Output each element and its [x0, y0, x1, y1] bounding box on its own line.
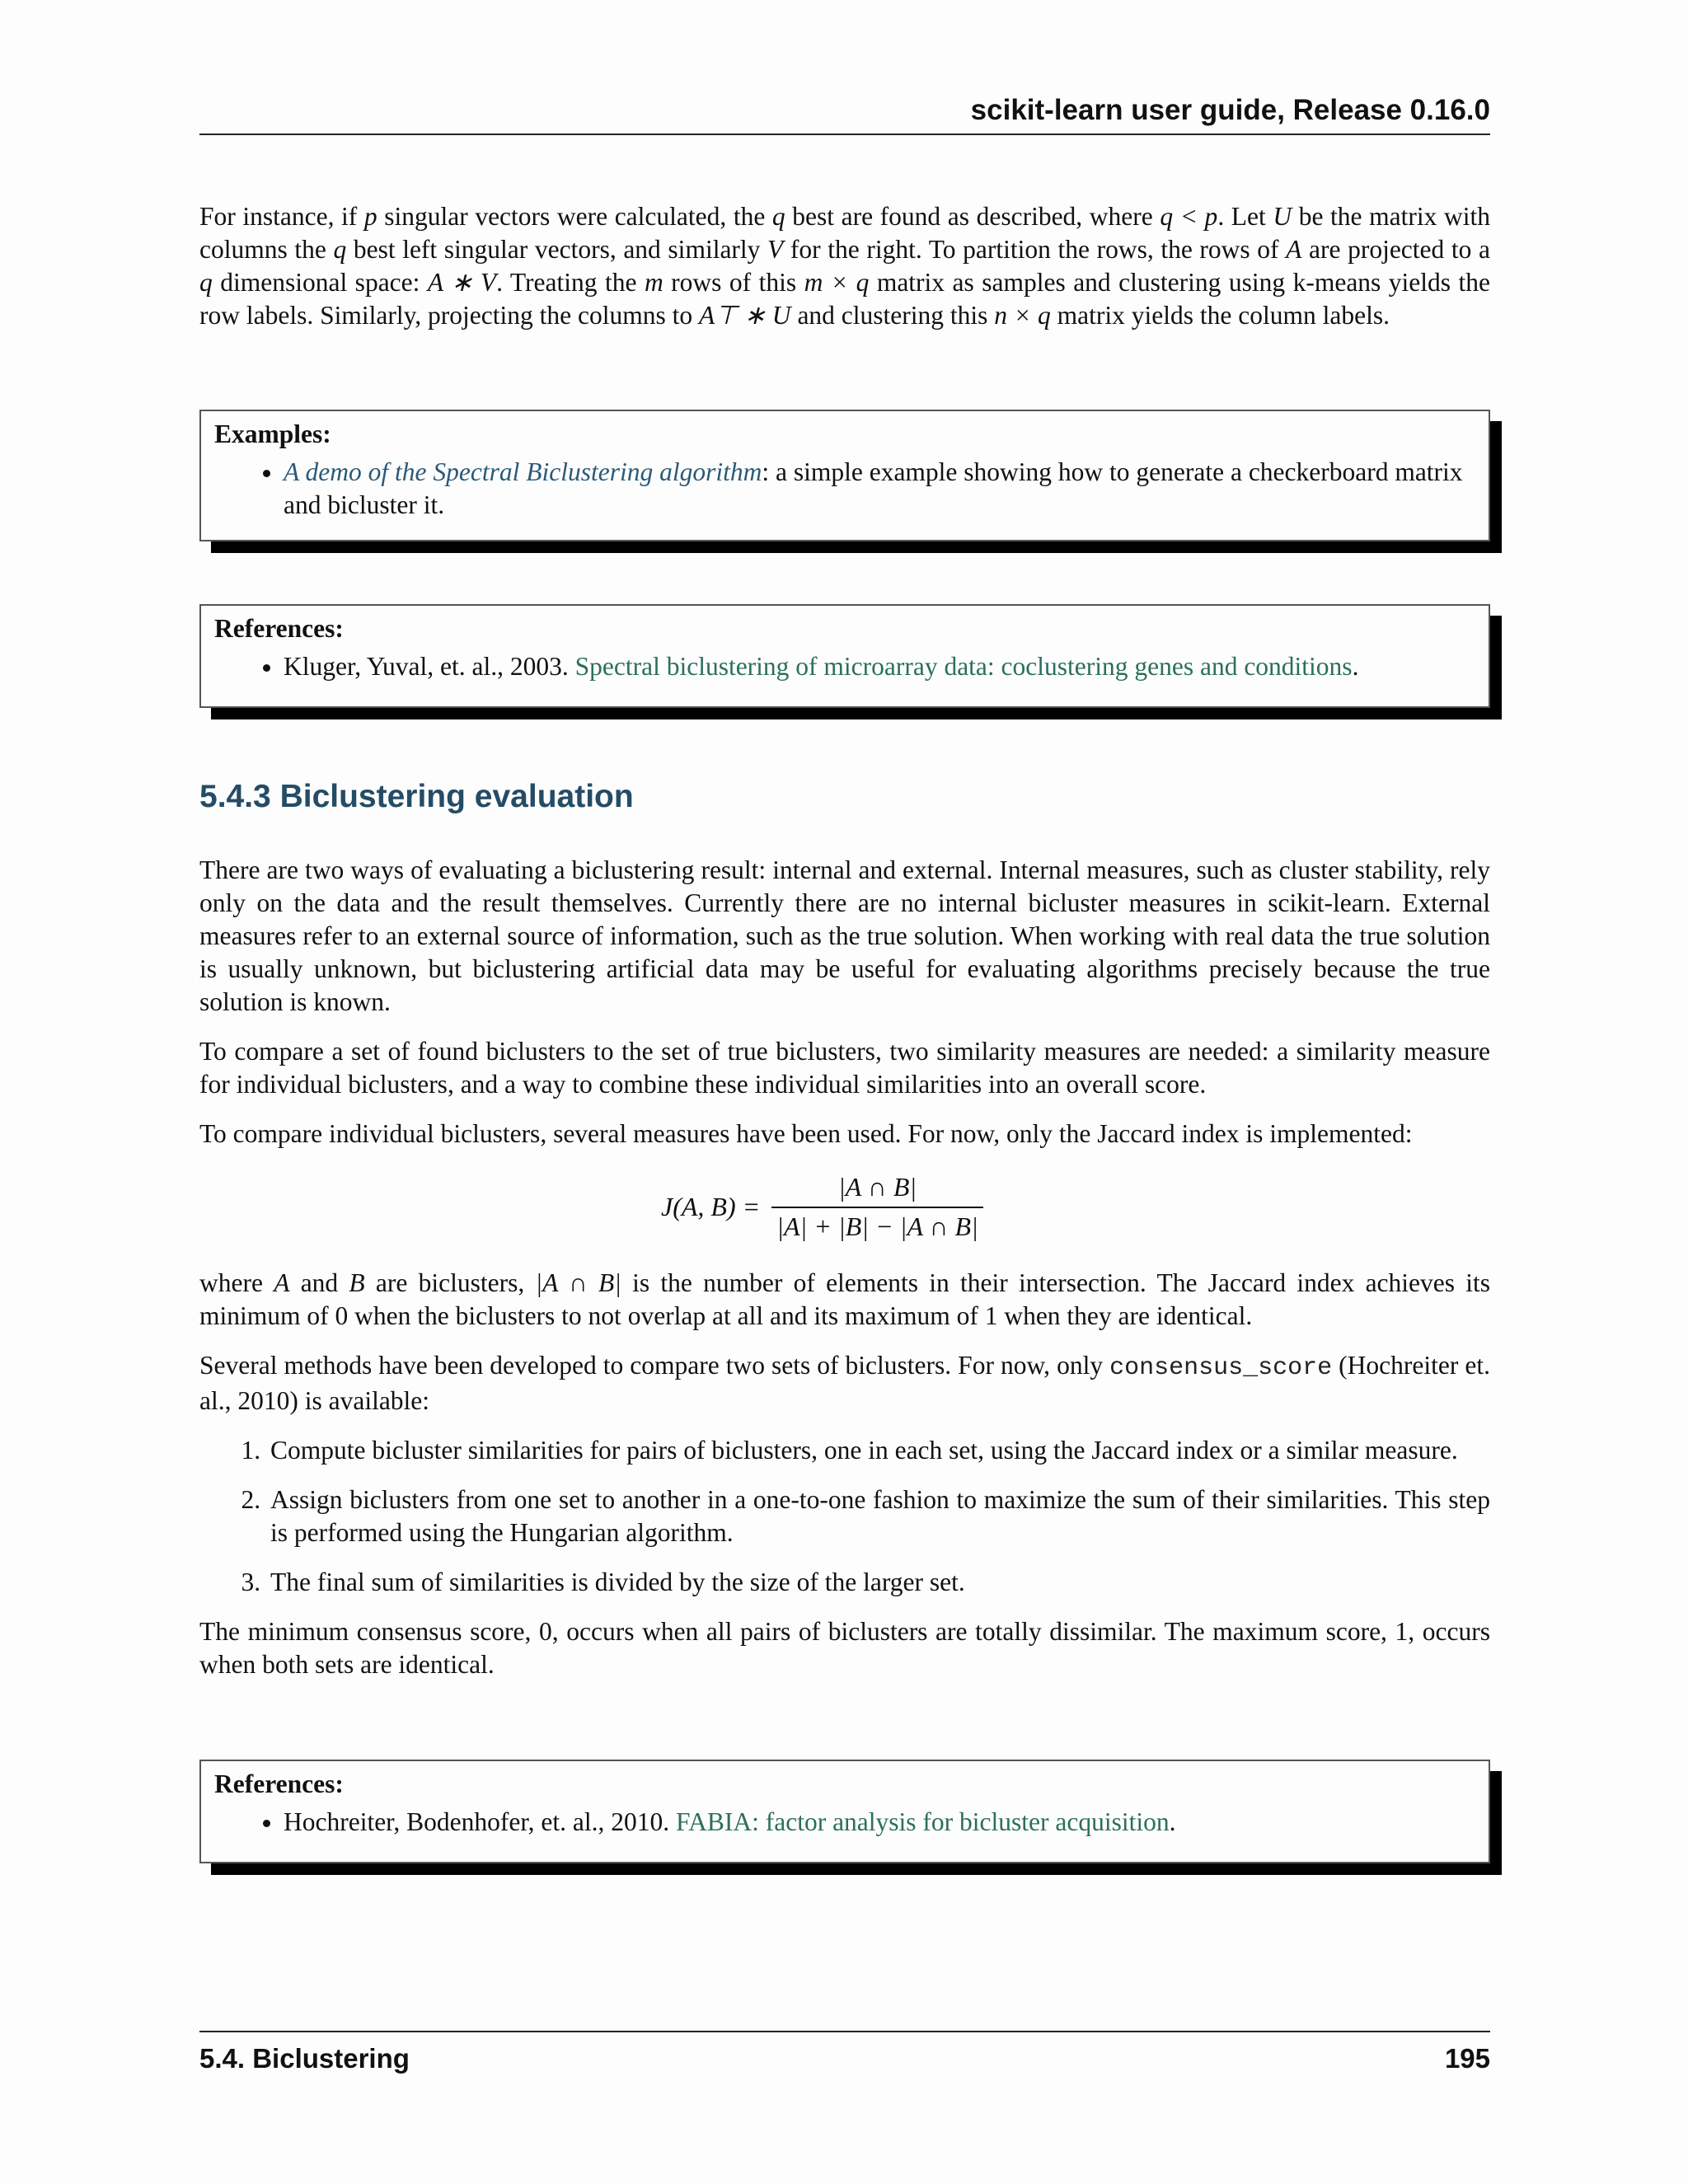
paragraph-consensus-intro: Several methods have been developed to compare two sets of biclusters. For now, only consensus_score (Hochreiter et. al., 2010) is available:	[199, 1351, 1490, 1415]
footer-section-title: 5.4. Biclustering	[199, 2043, 410, 2074]
list-item: • Kluger, Yuval, et. al., 2003. Spectral biclustering of microarray data: coclustering genes and conditions.	[284, 650, 1475, 683]
list-item: • Hochreiter, Bodenhofer, et. al., 2010. FABIA: factor analysis for bicluster acquisition.	[284, 1806, 1475, 1839]
formula-fraction	[771, 1170, 983, 1243]
formula-denominator: |A| + |B| − |A ∩ B|	[771, 1207, 983, 1243]
consensus-score-code: consensus_score	[1109, 1354, 1333, 1382]
spectral-biclustering-demo-link[interactable]: A demo of the Spectral Biclustering algorithm	[284, 457, 762, 486]
section-heading: 5.4.3 Biclustering evaluation	[199, 779, 634, 814]
examples-box	[199, 410, 1490, 541]
references-box-2	[199, 1760, 1490, 1863]
section-body-2	[199, 1267, 1490, 1681]
list-item: • A demo of the Spectral Biclustering algorithm: a simple example showing how to generate a checkerboard matrix and bicluster it.	[284, 456, 1475, 522]
paragraph-similarity-measures: To compare a set of found biclusters to the set of true biclusters, two similarity measures are needed: a similarity measure for individual biclusters, and a way to combine these individual similarities into an overall score.	[199, 1037, 1490, 1099]
references-title: References:	[214, 1769, 344, 1798]
references-list	[214, 650, 1475, 683]
paragraph-jaccard-explanation: where A and B are biclusters, |A ∩ B| is the number of elements in their intersection. The Jaccard index achieves its minimum of 0 when the biclusters to not overlap at all and its maximum of 1 when they are identical.	[199, 1268, 1491, 1330]
paragraph-consensus-range: The minimum consensus score, 0, occurs when all pairs of biclusters are totally dissimilar. The maximum score, 1, occurs when both sets are identical.	[199, 1617, 1490, 1679]
references-box-1	[199, 604, 1490, 708]
page-number: 195	[1444, 2043, 1490, 2074]
consensus-steps-list	[199, 1434, 1490, 1599]
references-list	[214, 1806, 1475, 1839]
list-item: 3. The final sum of similarities is divided by the size of the larger set.	[267, 1566, 1490, 1599]
examples-title: Examples:	[214, 419, 331, 448]
running-footer	[199, 2031, 1490, 2077]
fabia-reference-link[interactable]: FABIA: factor analysis for bicluster acquisition	[675, 1807, 1170, 1836]
kluger-reference-link[interactable]: Spectral biclustering of microarray data: coclustering genes and conditions	[574, 652, 1353, 681]
running-header: scikit-learn user guide, Release 0.16.0	[199, 91, 1490, 135]
section-body	[199, 854, 1490, 1151]
formula-numerator: |A ∩ B|	[837, 1172, 917, 1202]
examples-list	[214, 456, 1475, 522]
paragraph-jaccard-intro: To compare individual biclusters, several measures have been used. For now, only the Jaccard index is implemented:	[199, 1119, 1413, 1148]
intro-paragraph: For instance, if p singular vectors were calculated, the q best are found as described, where q < p. Let U be the matrix with columns the q best left singular vectors, and similarly V for the right. To partition the rows, the rows of A are projected to a q dimensional space: A ∗ V. Treating the m rows of this m × q matrix as samples and clustering using k-means yields the row labels. Similarly, projecting the columns to A⊤ ∗ U and clustering this n × q matrix yields the column labels.	[199, 202, 1490, 330]
references-title: References:	[214, 614, 344, 643]
list-item: 1. Compute bicluster similarities for pairs of biclusters, one in each set, using the Jaccard index or a similar measure.	[267, 1434, 1490, 1467]
paragraph-evaluation-intro: There are two ways of evaluating a biclustering result: internal and external. Internal measures, such as cluster stability, rely only on the data and the result themselves. Currently there are no internal bicluster measures in scikit-learn. External measures refer to an external source of information, such as the true solution. When working with real data the true solution is usually unknown, but biclustering artificial data may be useful for evaluating algorithms precisely because the true solution is known.	[199, 855, 1490, 1016]
jaccard-formula	[661, 1170, 983, 1243]
list-item: 2. Assign biclusters from one set to another in a one-to-one fashion to maximize the sum of their similarities. This step is performed using the Hungarian algorithm.	[267, 1483, 1490, 1549]
formula-lhs: J(A, B) =	[661, 1192, 761, 1221]
